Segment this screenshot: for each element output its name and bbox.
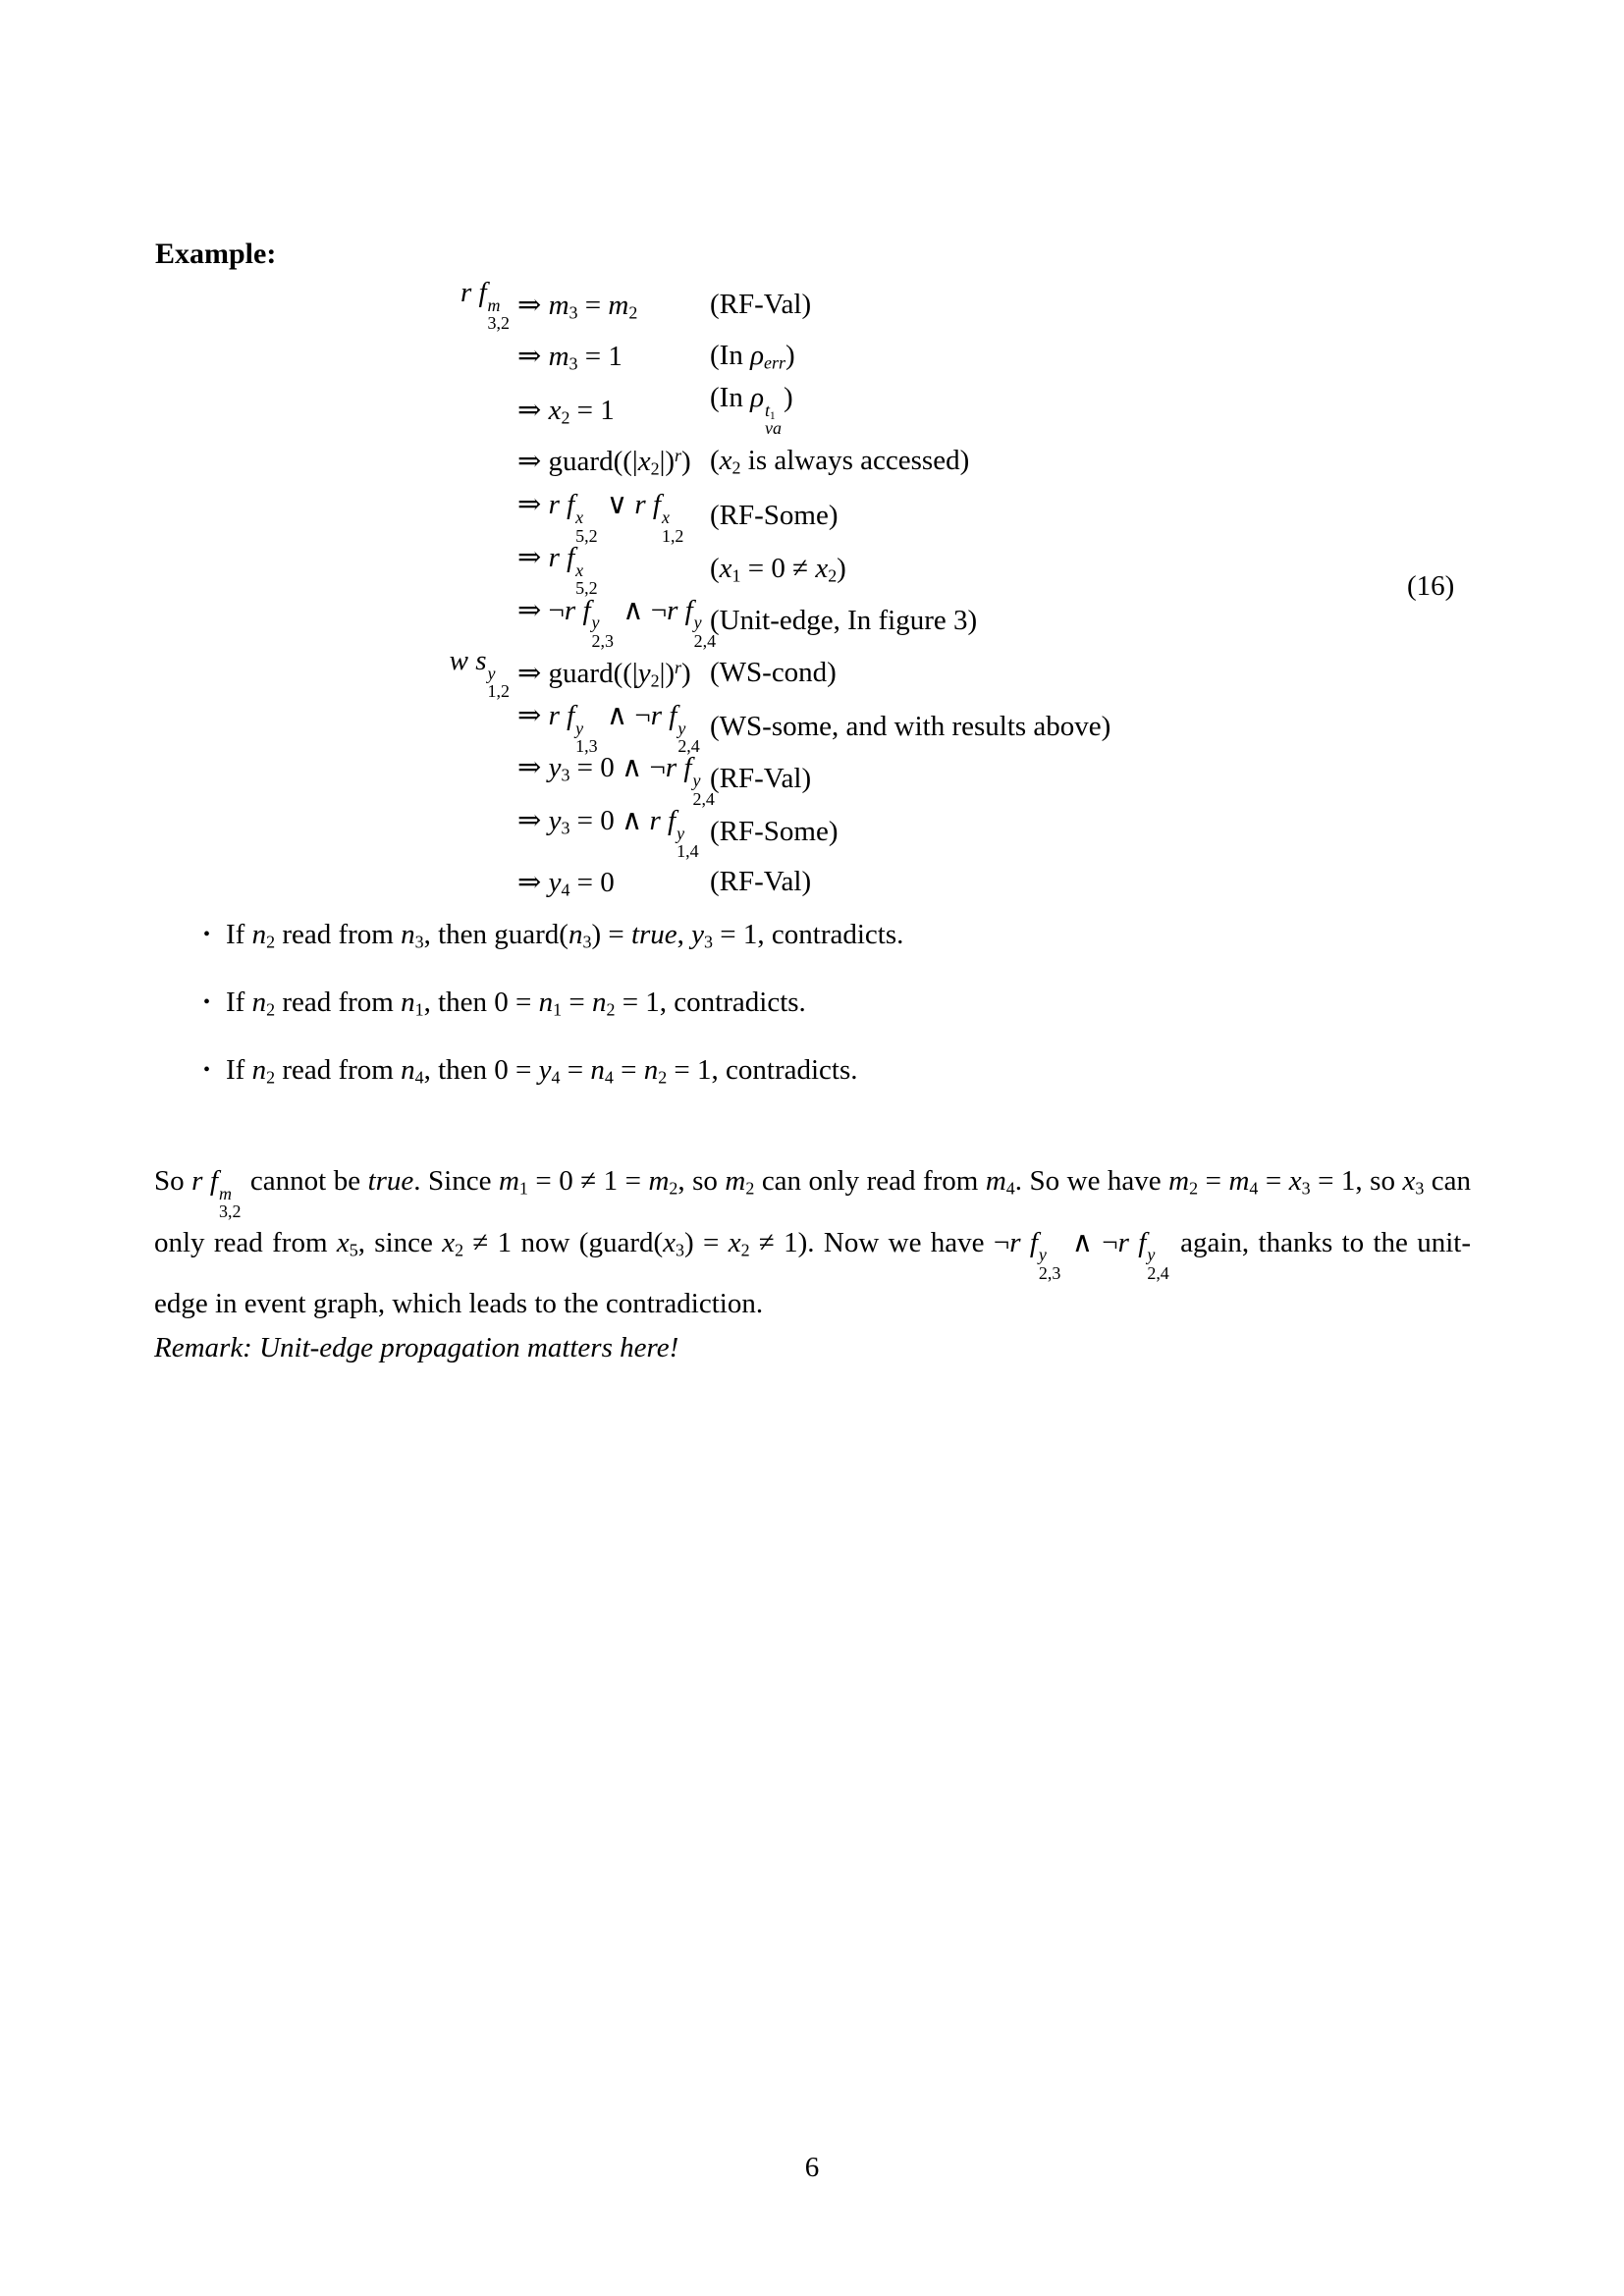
eq-lhs: w s y 1,2 bbox=[449, 645, 510, 702]
derivation-row bbox=[154, 856, 1110, 909]
derivation-row bbox=[154, 330, 1110, 383]
eq-note: (RF-Some) bbox=[710, 500, 839, 532]
eq-note: (WS-cond) bbox=[710, 656, 837, 688]
eq-formula: ⇒ $m_3 = 1$ bbox=[517, 340, 623, 374]
eq-formula: ⇒ $y_3 = 0$ ∧ ¬r f y 2,4 bbox=[517, 752, 715, 809]
bullet-text: If $n_2$ read from $n_4$, then $0 = y_4 = n_4 = n_2 = 1$, contradicts. bbox=[226, 1054, 858, 1088]
bullet-list bbox=[154, 913, 1471, 1116]
bullet-icon: • bbox=[203, 1059, 211, 1081]
bullet-icon: • bbox=[203, 991, 211, 1013]
eq-formula: ⇒ $guard((|x_2|)^r)$ bbox=[517, 446, 691, 479]
eq-note: (RF-Val) bbox=[710, 865, 812, 897]
eq-lhs: r f m 3,2 bbox=[460, 277, 510, 334]
derivation-row bbox=[154, 277, 1110, 334]
eq-note: (Unit-edge, In figure 3) bbox=[710, 605, 978, 637]
bullet-icon: • bbox=[203, 924, 211, 945]
derivation-block bbox=[154, 277, 1110, 908]
list-item bbox=[154, 1048, 1471, 1093]
derivation-row bbox=[154, 435, 1110, 488]
eq-formula: ⇒ $m_3 = m_2$ bbox=[517, 289, 638, 323]
derivation-row bbox=[154, 382, 1110, 439]
eq-note: $(x_1 = 0 \ne x_2)$ bbox=[710, 552, 846, 586]
body-paragraph: So r f m 3,2 cannot be true. Since $m_1 = 0 \ne 1 = m_2$, so $m_2$ can only read from $m_4$. So we have $m_2 = m_4 = x_3 = 1$, so $x_3$ can only read from $x_5$, since $x_2 \ne 1$ now $(guard(x_3) = x_2 \ne 1)$. Now we have ¬r f y 2,3 ∧ ¬r f y 2,4 again, thanks to the unit-edge in event graph, which leads to the contradiction. bbox=[154, 1165, 1472, 1320]
derivation-row bbox=[154, 803, 1110, 862]
eq-note: (In $\rho_{err}$) bbox=[710, 339, 795, 373]
eq-note: (RF-Val) bbox=[710, 288, 812, 320]
bullet-text: If $n_2$ read from $n_1$, then $0 = n_1 = n_2 = 1$, contradicts. bbox=[226, 987, 806, 1020]
derivation-row bbox=[154, 750, 1110, 809]
remark-line: Remark: Unit-edge propagation matters here! bbox=[154, 1331, 679, 1363]
derivation-row bbox=[154, 540, 1110, 599]
equation-number: (16) bbox=[1407, 570, 1455, 602]
eq-formula: ⇒ r f y 1,3 ∧ ¬r f y 2,4 bbox=[517, 699, 700, 756]
eq-formula: ⇒ $y_3 = 0$ ∧ r f y 1,4 bbox=[517, 804, 699, 862]
derivation-row bbox=[154, 593, 1110, 651]
eq-note: (WS-some, and with results above) bbox=[710, 710, 1111, 742]
bullet-text: If $n_2$ read from $n_3$, then $guard(n_3)$ = true, $y_3 = 1$, contradicts. bbox=[226, 919, 904, 952]
eq-formula: ⇒ ¬r f y 2,3 ∧ ¬r f y 2,4 bbox=[517, 594, 717, 651]
eq-formula: ⇒ $x_2 = 1$ bbox=[517, 394, 615, 428]
eq-note: (RF-Val) bbox=[710, 763, 812, 795]
derivation-row bbox=[154, 487, 1110, 546]
example-heading: Example: bbox=[155, 238, 277, 270]
eq-note: ($x_2$ is always accessed) bbox=[710, 445, 970, 478]
eq-note: (In ρ $t_1$ va ) bbox=[710, 382, 793, 439]
list-item bbox=[154, 981, 1471, 1025]
list-item bbox=[154, 913, 1471, 957]
eq-formula: ⇒ r f x 5,2 bbox=[517, 541, 598, 599]
derivation-row bbox=[154, 645, 1110, 702]
page-number: 6 bbox=[804, 2152, 820, 2183]
eq-formula: ⇒ $y_4 = 0$ bbox=[517, 866, 615, 900]
derivation-row bbox=[154, 698, 1111, 756]
body-text-block bbox=[154, 1159, 1471, 1370]
eq-formula: ⇒ r f x 5,2 ∨ r f x 1,2 bbox=[517, 489, 684, 546]
eq-note: (RF-Some) bbox=[710, 815, 839, 847]
eq-formula: ⇒ $guard((|y_2|)^r)$ bbox=[517, 657, 691, 691]
